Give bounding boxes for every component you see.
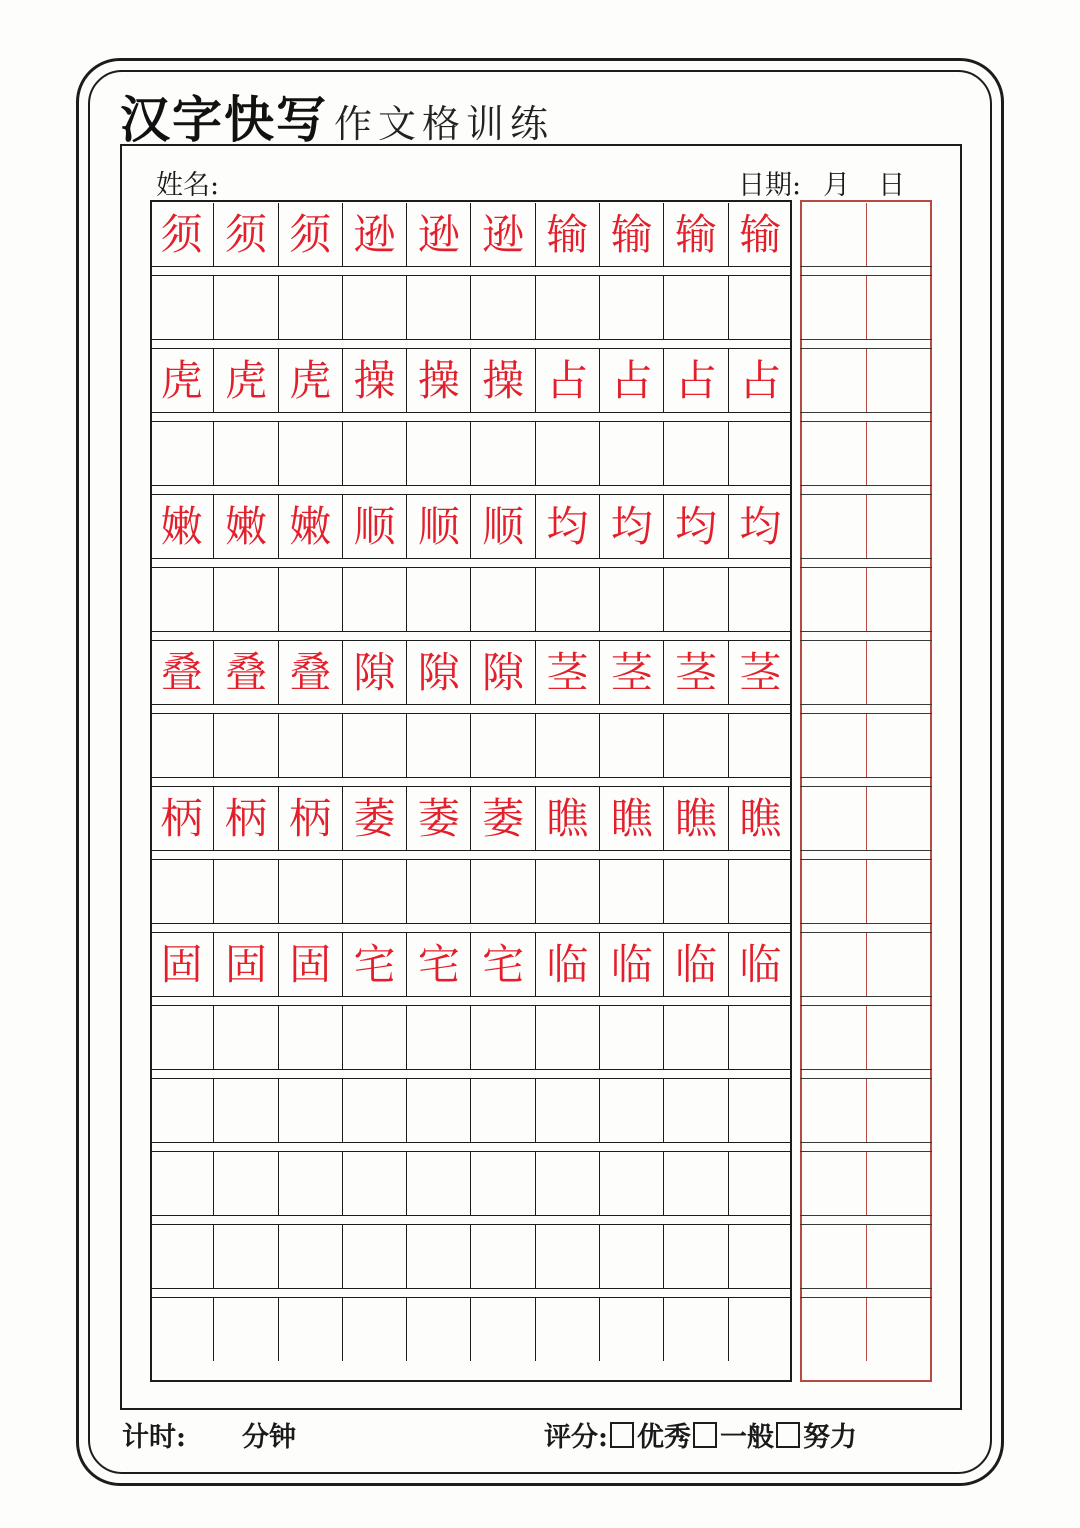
grid-cell[interactable] [470,860,534,923]
practice-row [150,276,792,339]
side-row [800,1225,932,1288]
row-separator [150,266,792,276]
grid-cell[interactable] [663,422,727,485]
row-separator [150,412,792,422]
grid-cell[interactable]: 临 [663,933,727,996]
grid-cell[interactable] [728,568,792,631]
grid-cell[interactable] [213,1079,277,1142]
grid-cell[interactable]: 临 [599,933,663,996]
grid-cell[interactable] [470,422,534,485]
side-cell[interactable] [800,1006,866,1069]
side-cell[interactable] [800,787,866,850]
score-section [544,1415,857,1454]
grid-cell[interactable] [663,1298,727,1361]
grid-cell[interactable]: 占 [599,349,663,412]
row-separator [800,631,932,641]
grid-cell[interactable]: 均 [599,495,663,558]
practice-row [150,1152,792,1215]
grid-cell[interactable]: 占 [728,349,792,412]
side-row [800,276,932,339]
grid-cell[interactable] [599,860,663,923]
side-cell[interactable] [866,787,933,850]
side-cell[interactable] [866,422,933,485]
side-cell[interactable] [866,349,933,412]
grid-cell[interactable] [728,422,792,485]
grid-cell[interactable] [663,1006,727,1069]
side-cell[interactable] [866,1079,933,1142]
row-separator [150,339,792,349]
grid-cell[interactable] [470,714,534,777]
grid-cell[interactable] [342,1225,406,1288]
grid-cell[interactable]: 萎 [406,787,470,850]
grid-cell[interactable] [535,1152,599,1215]
day-label: 日 [878,170,906,201]
grid-cell[interactable] [342,1152,406,1215]
side-cell[interactable] [800,933,866,996]
grid-cell[interactable]: 萎 [342,787,406,850]
row-separator [800,1288,932,1298]
side-cell[interactable] [800,1298,866,1361]
practice-row [150,933,792,996]
grid-cell[interactable] [150,714,213,777]
side-cell[interactable] [866,1298,933,1361]
grid-cell[interactable] [150,1225,213,1288]
grid-cell[interactable]: 操 [406,349,470,412]
grid-cell[interactable] [406,1152,470,1215]
grid-cell[interactable] [406,276,470,339]
grid-cell[interactable]: 顺 [342,495,406,558]
side-cell[interactable] [866,1006,933,1069]
grid-cell[interactable] [728,1225,792,1288]
grid-cell[interactable] [535,1079,599,1142]
grid-cell[interactable]: 占 [535,349,599,412]
grid-cell[interactable] [342,422,406,485]
grid-cell[interactable] [213,1298,277,1361]
row-separator [800,412,932,422]
grid-cell[interactable] [470,1152,534,1215]
grid-cell[interactable] [150,568,213,631]
grid-cell[interactable] [213,422,277,485]
grid-cell[interactable] [535,860,599,923]
side-cell[interactable] [800,714,866,777]
grid-cell[interactable] [599,714,663,777]
grid-cell[interactable] [213,1225,277,1288]
grid-cell[interactable] [406,1079,470,1142]
grid-cell[interactable] [278,276,342,339]
grid-cell[interactable]: 逊 [406,203,470,266]
grid-cell[interactable] [599,276,663,339]
grid-cell[interactable]: 操 [342,349,406,412]
grid-cell[interactable]: 逊 [342,203,406,266]
side-cell[interactable] [866,203,933,266]
score-checkbox-effort[interactable] [776,1422,800,1448]
grid-cell[interactable] [278,714,342,777]
grid-cell[interactable]: 隙 [470,641,534,704]
side-cell[interactable] [800,203,866,266]
grid-cell[interactable] [535,568,599,631]
grid-cell[interactable]: 萎 [470,787,534,850]
grid-cell[interactable] [213,568,277,631]
grid-cell[interactable] [342,860,406,923]
grid-cell[interactable] [342,714,406,777]
practice-row [150,495,792,558]
score-option-excellent: 优秀 [636,1422,691,1453]
grid-cell[interactable] [278,422,342,485]
side-row [800,1006,932,1069]
row-separator [150,850,792,860]
grid-cell[interactable] [150,1079,213,1142]
grid-cell[interactable] [728,276,792,339]
grid-cell[interactable] [728,1152,792,1215]
grid-cell[interactable] [535,1298,599,1361]
score-option-average: 一般 [719,1422,774,1453]
grid-cell[interactable]: 茎 [728,641,792,704]
grid-cell[interactable] [663,1152,727,1215]
grid-cell[interactable] [599,1152,663,1215]
grid-cell[interactable] [342,1298,406,1361]
side-cell[interactable] [800,641,866,704]
grid-cell[interactable] [278,1152,342,1215]
grid-cell[interactable] [663,568,727,631]
grid-cell[interactable]: 占 [663,349,727,412]
grid-cell[interactable]: 茎 [599,641,663,704]
row-separator [150,1069,792,1079]
grid-cell[interactable] [150,422,213,485]
grid-cell[interactable]: 均 [663,495,727,558]
row-separator [150,1142,792,1152]
grid-cell[interactable] [599,568,663,631]
grid-cell[interactable]: 嫩 [278,495,342,558]
grid-cell[interactable]: 瞧 [663,787,727,850]
row-separator [800,704,932,714]
grid-cell[interactable] [406,422,470,485]
grid-cell[interactable] [406,1298,470,1361]
grid-cell[interactable] [278,1079,342,1142]
score-checkbox-average[interactable] [693,1422,717,1448]
grid-cell[interactable] [150,1298,213,1361]
grid-cell[interactable] [599,422,663,485]
grid-cell[interactable] [150,1006,213,1069]
row-separator [150,704,792,714]
grid-cell[interactable]: 均 [728,495,792,558]
grid-cell[interactable]: 宅 [470,933,534,996]
grid-cell[interactable] [470,276,534,339]
grid-cell[interactable] [663,276,727,339]
side-cell[interactable] [866,1152,933,1215]
practice-row [150,568,792,631]
page-title [120,80,554,152]
grid-cell[interactable] [663,860,727,923]
grid-cell[interactable]: 输 [535,203,599,266]
date-field [738,163,905,202]
row-separator [150,1215,792,1225]
row-separator [800,777,932,787]
grid-cell[interactable] [599,1006,663,1069]
grid-cell[interactable]: 输 [599,203,663,266]
grid-cell[interactable] [728,1079,792,1142]
grid-cell[interactable]: 茎 [535,641,599,704]
grid-cell[interactable] [406,1006,470,1069]
grid-cell[interactable]: 虎 [160,355,203,405]
grid-cell[interactable]: 临 [728,933,792,996]
grid-cell[interactable]: 须 [278,203,342,266]
grid-cell[interactable] [342,1006,406,1069]
practice-row [150,641,792,704]
row-separator [800,1215,932,1225]
row-separator [150,485,792,495]
side-grid [800,200,932,1382]
grid-cell[interactable] [150,276,213,339]
grid-cell[interactable] [728,860,792,923]
grid-cell[interactable] [278,860,342,923]
grid-cell[interactable]: 隙 [342,641,406,704]
side-cell[interactable] [866,568,933,631]
grid-cell[interactable] [406,568,470,631]
grid-cell[interactable]: 虎 [278,349,342,412]
grid-cell[interactable]: 均 [535,495,599,558]
side-row [800,1152,932,1215]
row-separator [800,923,932,933]
side-row [800,860,932,923]
date-label: 日期: [738,170,802,201]
grid-cell[interactable] [213,1006,277,1069]
practice-row [150,349,792,412]
grid-cell[interactable]: 隙 [406,641,470,704]
grid-cell[interactable]: 输 [663,203,727,266]
grid-cell[interactable] [470,1006,534,1069]
row-separator [150,631,792,641]
grid-cell[interactable] [278,1006,342,1069]
row-separator [800,1069,932,1079]
title-main: 汉字快写 [120,91,328,149]
side-row [800,568,932,631]
grid-cell[interactable] [535,714,599,777]
grid-cell[interactable] [213,1152,277,1215]
grid-cell[interactable] [599,1298,663,1361]
practice-row [150,860,792,923]
practice-row [150,787,792,850]
grid-cell[interactable]: 瞧 [599,787,663,850]
grid-cell[interactable]: 临 [535,933,599,996]
title-sub: 作文格训练 [334,102,555,146]
side-cell[interactable] [800,860,866,923]
grid-cell[interactable] [278,1225,342,1288]
grid-cell[interactable] [663,1225,727,1288]
grid-cell[interactable] [406,860,470,923]
time-label: 计时: [122,1422,186,1453]
practice-row [150,714,792,777]
row-separator [800,850,932,860]
grid-cell[interactable] [406,1225,470,1288]
row-separator [800,266,932,276]
grid-cell[interactable] [535,1225,599,1288]
side-row [800,349,932,412]
side-cell[interactable] [800,1225,866,1288]
row-separator [150,1288,792,1298]
grid-cell[interactable] [470,568,534,631]
grid-cell[interactable] [406,714,470,777]
side-cell[interactable] [800,1152,866,1215]
grid-cell[interactable] [470,1079,534,1142]
grid-cell[interactable]: 嫩 [160,501,203,551]
side-cell[interactable] [866,1225,933,1288]
row-separator [150,777,792,787]
grid-cell[interactable] [599,1079,663,1142]
practice-row [150,1298,792,1361]
practice-row [150,1225,792,1288]
grid-cell[interactable] [342,1079,406,1142]
row-separator [800,485,932,495]
grid-cell[interactable] [535,422,599,485]
grid-cell[interactable]: 输 [728,203,792,266]
side-cell[interactable] [866,714,933,777]
grid-cell[interactable]: 柄 [213,787,277,850]
side-row [800,495,932,558]
grid-cell[interactable] [535,276,599,339]
side-cell[interactable] [800,422,866,485]
row-separator [800,1142,932,1152]
row-separator [800,339,932,349]
grid-cell[interactable] [150,860,213,923]
grid-cell[interactable]: 叠 [278,641,342,704]
grid-cell[interactable] [535,1006,599,1069]
name-field[interactable] [156,163,415,202]
side-row [800,714,932,777]
minutes-label: 分钟 [241,1422,296,1453]
side-cell[interactable] [800,568,866,631]
name-line[interactable] [219,175,415,202]
grid-cell[interactable]: 须 [213,203,277,266]
grid-cell[interactable]: 逊 [470,203,534,266]
side-cell[interactable] [866,860,933,923]
grid-cell[interactable]: 瞧 [535,787,599,850]
grid-cell[interactable] [342,568,406,631]
score-label: 评分: [544,1422,608,1453]
grid-cell[interactable] [213,276,277,339]
side-row [800,203,932,266]
side-cell[interactable] [866,495,933,558]
practice-row [150,1079,792,1142]
grid-cell[interactable] [728,714,792,777]
side-row [800,422,932,485]
grid-cell[interactable]: 固 [278,933,342,996]
grid-cell[interactable] [728,1006,792,1069]
practice-row [150,1006,792,1069]
grid-cell[interactable]: 操 [470,349,534,412]
grid-cell[interactable]: 宅 [342,933,406,996]
grid-cell[interactable]: 叠 [160,647,203,697]
practice-row [150,422,792,485]
row-separator [150,923,792,933]
timer [122,1415,296,1454]
practice-row [150,203,792,266]
grid-cell[interactable] [278,1298,342,1361]
grid-cell[interactable]: 固 [213,933,277,996]
practice-grid [150,200,792,1382]
month-label: 月 [823,170,851,201]
side-cell[interactable] [800,276,866,339]
row-separator [150,996,792,1006]
score-option-effort: 努力 [802,1422,857,1453]
grid-cell[interactable] [470,1298,534,1361]
side-cell[interactable] [866,276,933,339]
side-cell[interactable] [866,641,933,704]
score-checkbox-excellent[interactable] [610,1422,634,1448]
side-cell[interactable] [800,349,866,412]
grid-cell[interactable] [663,1079,727,1142]
side-cell[interactable] [800,495,866,558]
grid-cell[interactable]: 茎 [663,641,727,704]
side-row [800,787,932,850]
grid-cell[interactable]: 虎 [213,349,277,412]
grid-cell[interactable] [213,714,277,777]
grid-cell[interactable] [663,714,727,777]
row-separator [800,996,932,1006]
grid-cell[interactable]: 叠 [213,641,277,704]
side-cell[interactable] [800,1079,866,1142]
side-row [800,933,932,996]
side-row [800,1079,932,1142]
name-label: 姓名: [156,170,220,201]
grid-cell[interactable] [728,1298,792,1361]
grid-cell[interactable]: 柄 [160,793,203,843]
grid-cell[interactable] [342,276,406,339]
side-row [800,1298,932,1361]
grid-cell[interactable]: 固 [160,939,203,989]
side-row [800,641,932,704]
row-separator [800,558,932,568]
grid-cell[interactable] [213,860,277,923]
grid-cell[interactable] [278,568,342,631]
grid-cell[interactable]: 瞧 [728,787,792,850]
grid-cell[interactable] [150,1152,213,1215]
side-cell[interactable] [866,933,933,996]
grid-cell[interactable]: 宅 [406,933,470,996]
grid-cell[interactable]: 柄 [278,787,342,850]
grid-cell[interactable]: 顺 [470,495,534,558]
grid-cell[interactable] [599,1225,663,1288]
grid-cell[interactable]: 嫩 [213,495,277,558]
grid-cell[interactable]: 须 [160,209,203,259]
grid-cell[interactable] [470,1225,534,1288]
grid-cell[interactable]: 顺 [406,495,470,558]
row-separator [150,558,792,568]
